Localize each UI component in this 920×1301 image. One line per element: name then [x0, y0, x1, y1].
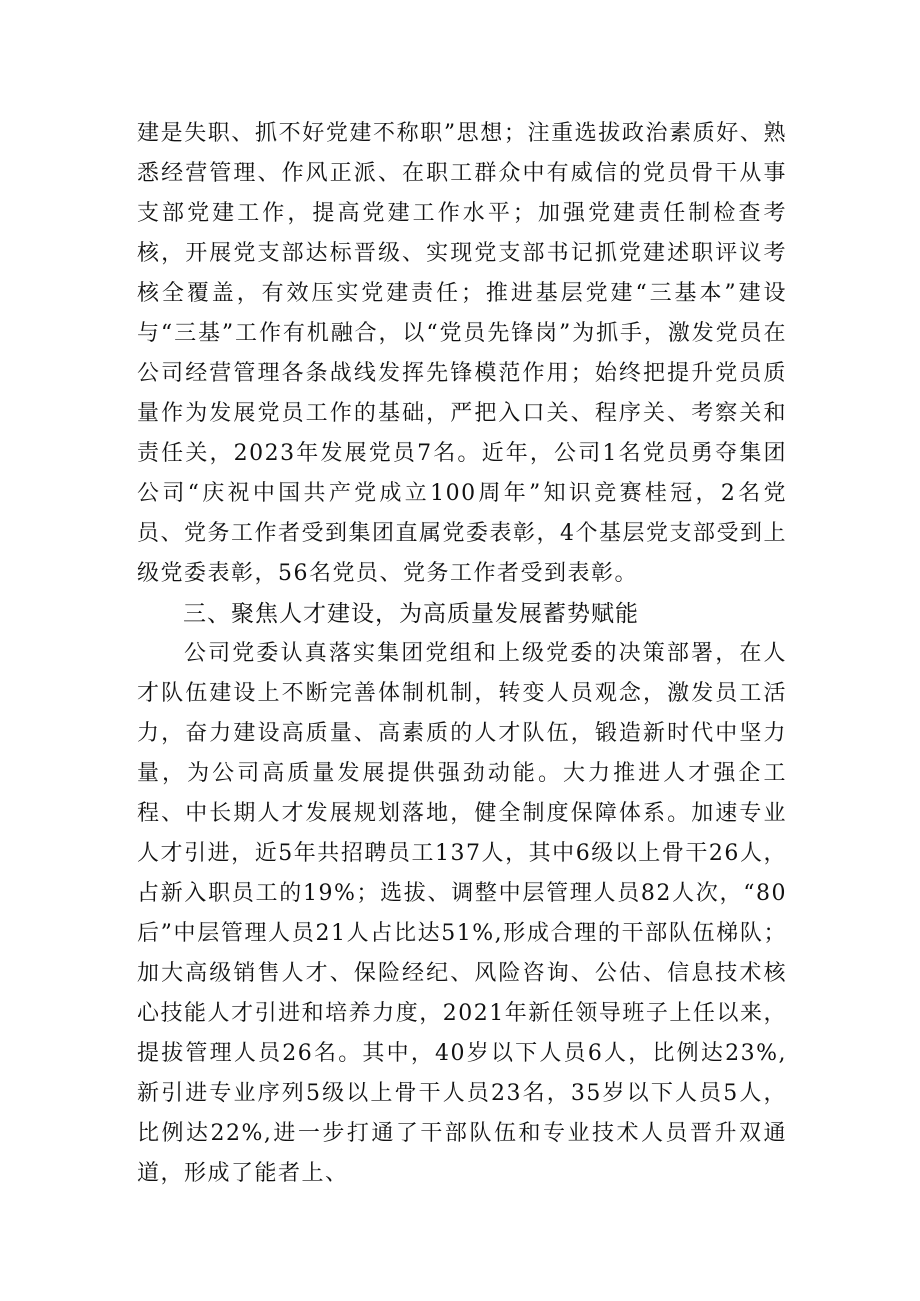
document-body: [137, 114, 787, 1194]
section-heading-talent: 三、聚焦人才建设，为高质量发展蓄势赋能: [183, 601, 639, 627]
paragraph-party-building: 建是失职、抓不好党建不称职”思想；注重选拔政治素质好、熟悉经营管理、作风正派、在职工群众中有威信的党员骨干从事支部党建工作，提高党建工作水平；加强党建责任制检查考核，开展党支部达标晋级、实现党支部书记抓党建述职评议考核全覆盖，有效压实党建责任；推进基层党建“三基本”建设与“三基”工作有机融合，以“党员先锋岗”为抓手，激发党员在公司经营管理各条战线发挥先锋模范作用；始终把提升党员质量作为发展党员工作的基础，严把入口关、程序关、考察关和责任关，2023年发展党员7名。近年，公司1名党员勇夺集团公司“庆祝中国共产党成立100周年”知识竞赛桂冠，2名党员、党务工作者受到集团直属党委表彰，4个基层党支部受到上级党委表彰，56名党员、党务工作者受到表彰。: [137, 121, 787, 586]
paragraph-talent-building: 公司党委认真落实集团党组和上级党委的决策部署，在人才队伍建设上不断完善体制机制，转变人员观念，激发员工活力，奋力建设高质量、高素质的人才队伍，锻造新时代中坚力量，为公司高质量发展提供强劲动能。大力推进人才强企工程、中长期人才发展规划落地，健全制度保障体系。加速专业人才引进，近5年共招聘员工137人，其中6级以上骨干26人，占新入职员工的19%；选拔、调整中层管理人员82人次，“80后”中层管理人员21人占比达51%,形成合理的干部队伍梯队；加大高级销售人才、保险经纪、风险咨询、公估、信息技术核心技能人才引进和培养力度，2021年新任领导班子上任以来，提拔管理人员26名。其中，40岁以下人员6人，比例达23%,新引进专业序列5级以上骨干人员23名，35岁以下人员5人，比例达22%,进一步打通了干部队伍和专业技术人员晋升双通道，形成了能者上、: [137, 641, 787, 1186]
